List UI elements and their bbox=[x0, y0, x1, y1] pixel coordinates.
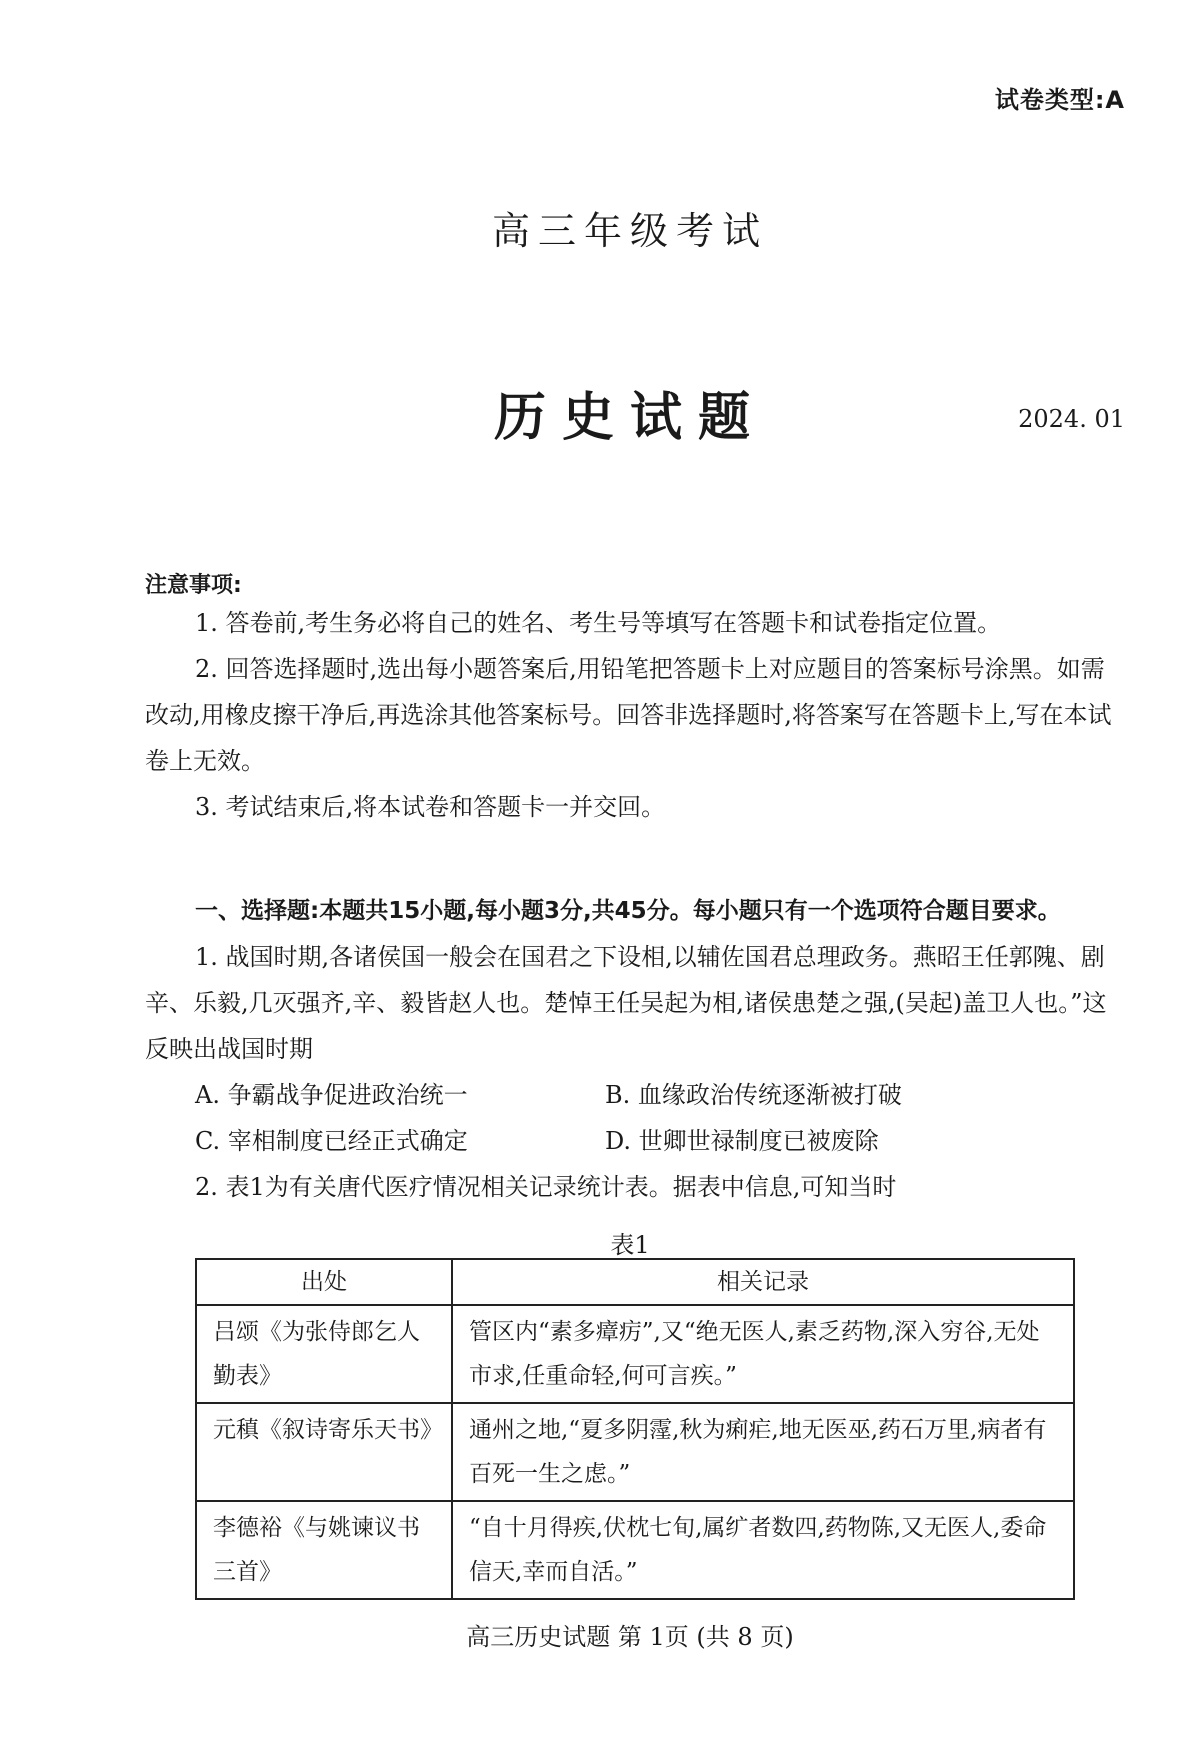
notice-item-3: 3. 考试结束后,将本试卷和答题卡一并交回。 bbox=[195, 793, 666, 821]
exam-date: 2024. 01 bbox=[1018, 405, 1125, 433]
option-c: C. 宰相制度已经正式确定 bbox=[195, 1127, 468, 1155]
subject-title: 历史试题 bbox=[493, 387, 766, 448]
table-row bbox=[196, 1403, 1074, 1501]
row-1-source: 吕颂《为张侍郎乞人勤表》 bbox=[196, 1305, 452, 1403]
table-row bbox=[196, 1305, 1074, 1403]
records-table bbox=[195, 1258, 1075, 1600]
question-1-options bbox=[145, 1072, 1125, 1164]
section-heading: 一、选择题:本题共15小题,每小题3分,共45分。每小题只有一个选项符合题目要求。 bbox=[195, 898, 1061, 924]
row-3-source: 李德裕《与姚谏议书三首》 bbox=[196, 1501, 452, 1599]
exam-name: 高三年级考试 bbox=[491, 209, 768, 253]
notice-item-2: 2. 回答选择题时,选出每小题答案后,用铅笔把答题卡上对应题目的答案标号涂黑。如需改动,用橡皮擦干净后,再选涂其他答案标号。回答非选择题时,将答案写在答题卡上,写在本试卷上无效。 bbox=[145, 655, 1112, 775]
option-b: B. 血缘政治传统逐渐被打破 bbox=[605, 1081, 902, 1109]
row-2-record: 通州之地,“夏多阴霪,秋为痢疟,地无医巫,药石万里,病者有百死一生之虑。” bbox=[452, 1403, 1074, 1501]
row-2-source: 元稹《叙诗寄乐天书》 bbox=[196, 1403, 452, 1501]
option-a: A. 争霸战争促进政治统一 bbox=[195, 1081, 468, 1109]
notice-item-1: 1. 答卷前,考生务必将自己的姓名、考生号等填写在答题卡和试卷指定位置。 bbox=[195, 609, 1002, 637]
notice-list bbox=[145, 600, 1125, 830]
row-1-record: 管区内“素多瘴疠”,又“绝无医人,素乏药物,深入穷谷,无处市求,任重命轻,何可言疾。” bbox=[452, 1305, 1074, 1403]
option-d: D. 世卿世禄制度已被废除 bbox=[605, 1127, 879, 1155]
notice-heading: 注意事项: bbox=[145, 573, 242, 598]
section-1 bbox=[145, 888, 1125, 1210]
header-source: 出处 bbox=[196, 1259, 452, 1305]
page-footer: 高三历史试题 第 1页 (共 8 页) bbox=[466, 1623, 794, 1651]
question-2-stem: 2. 表1为有关唐代医疗情况相关记录统计表。据表中信息,可知当时 bbox=[195, 1173, 897, 1201]
header-record: 相关记录 bbox=[452, 1259, 1074, 1305]
table-caption: 表1 bbox=[610, 1231, 650, 1259]
table-row bbox=[196, 1501, 1074, 1599]
table-header-row bbox=[196, 1259, 1074, 1305]
row-3-record: “自十月得疾,伏枕七旬,属纩者数四,药物陈,又无医人,委命信天,幸而自活。” bbox=[452, 1501, 1074, 1599]
question-1-stem: 1. 战国时期,各诸侯国一般会在国君之下设相,以辅佐国君总理政务。燕昭王任郭隗、剧辛、乐毅,几灭强齐,辛、毅皆赵人也。楚悼王任吴起为相,诸侯患楚之强,(吴起)盖卫人也。”这反映出战国时期 bbox=[145, 943, 1107, 1063]
paper-type-label: 试卷类型:A bbox=[994, 86, 1125, 114]
